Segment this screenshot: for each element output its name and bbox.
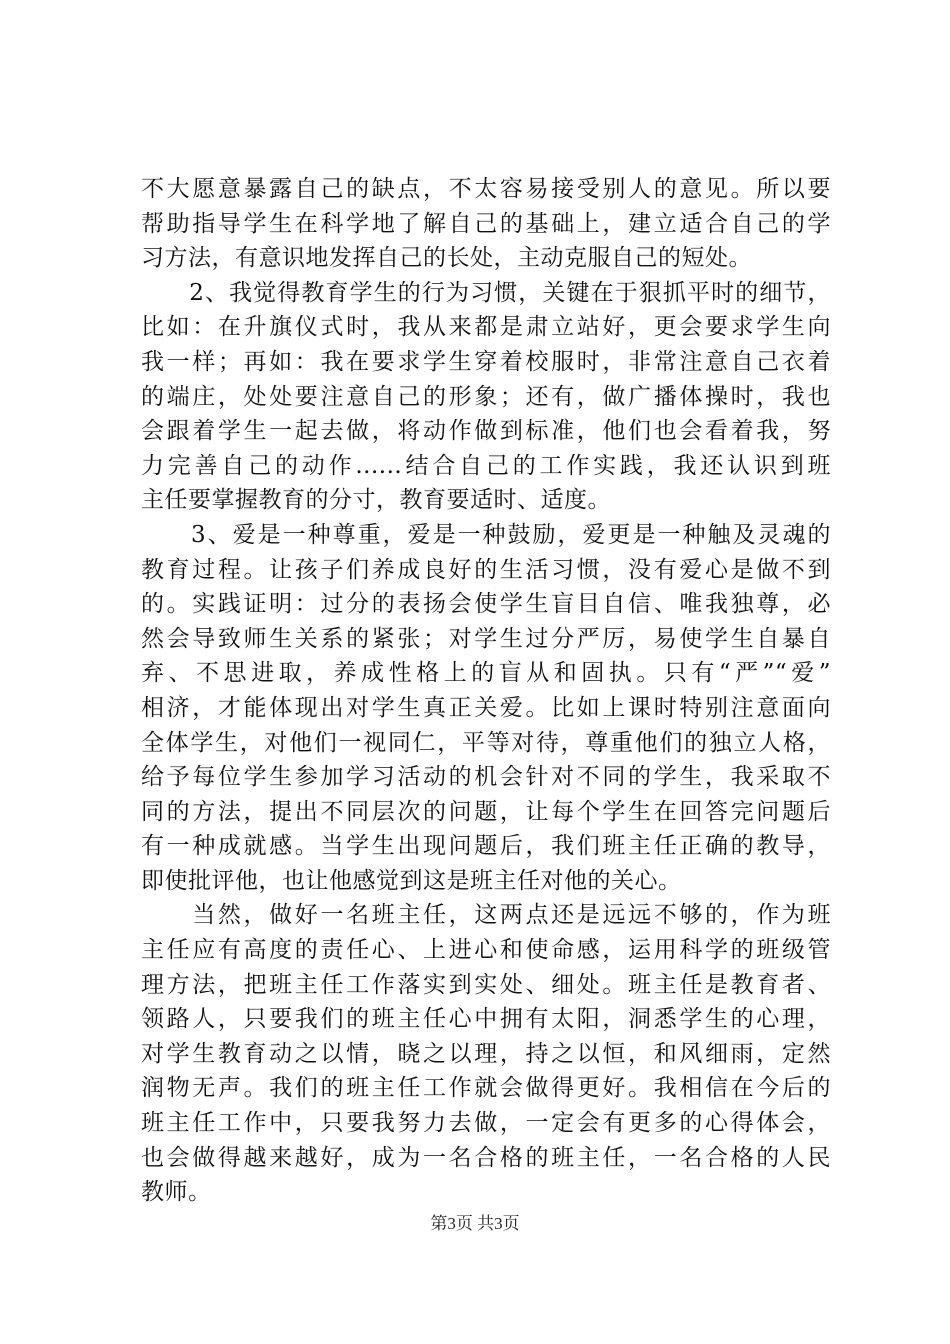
text-line: 习方法，有意识地发挥自己的长处，主动克服自己的短处。: [141, 245, 752, 272]
page-number: 第3页 共3页: [430, 1214, 520, 1233]
text-line: 班主任工作中，只要我努力去做，一定会有更多的心得体会，: [141, 1110, 831, 1137]
text-line: 全体学生，对他们一视同仁，平等对待，尊重他们的独立人格，: [141, 729, 831, 756]
text-line: 不大愿意暴露自己的缺点，不太容易接受别人的意见。所以要: [141, 176, 831, 202]
text-line: 给予每位学生参加学习活动的机会针对不同的学生，我采取不: [141, 764, 831, 791]
text-line: 教师。: [141, 1179, 212, 1206]
text-line: 也会做得越来越好，成为一名合格的班主任，一名合格的人民: [141, 1144, 831, 1171]
text-line: 相济，才能体现出对学生真正关爱。比如上课时特别注意面向: [141, 694, 831, 721]
text-line: 理方法，把班主任工作落实到实处、细处。班主任是教育者、: [141, 971, 831, 998]
text-line: 的端庄，处处要注意自己的形象；还有，做广播体操时，我也: [141, 383, 831, 410]
text-line: 2、我觉得教育学生的行为习惯，关键在于狠抓平时的细节，: [141, 279, 831, 306]
text-line: 润物无声。我们的班主任工作就会做得更好。我相信在今后的: [141, 1075, 831, 1102]
text-line: 对学生教育动之以情，晓之以理，持之以恒，和风细雨，定然: [141, 1040, 831, 1067]
document-body: [141, 172, 831, 1210]
text-line: 同的方法，提出不同层次的问题，让每个学生在回答完问题后: [141, 798, 831, 825]
text-line: 主任应有高度的责任心、上进心和使命感，运用科学的班级管: [141, 937, 831, 964]
text-line: 力完善自己的动作......结合自己的工作实践，我还认识到班: [141, 452, 831, 479]
text-line: 3、爱是一种尊重，爱是一种鼓励，爱更是一种触及灵魂的: [141, 521, 831, 548]
text-line: 弃、不思进取，养成性格上的盲从和固执。只有“严”“爱”: [141, 660, 831, 687]
text-line: 然会导致师生关系的紧张；对学生过分严厉，易使学生自暴自: [141, 625, 831, 652]
text-line: 即使批评他，也让他感觉到这是班主任对他的关心。: [141, 867, 682, 894]
text-line: 会跟着学生一起去做，将动作做到标准，他们也会看着我，努: [141, 418, 831, 445]
text-line: 的。实践证明：过分的表扬会使学生盲目自信、唯我独尊，必: [141, 591, 831, 618]
text-line: 有一种成就感。当学生出现问题后，我们班主任正确的教导，: [141, 833, 831, 860]
text-line: 当然，做好一名班主任，这两点还是远远不够的，作为班: [141, 902, 831, 929]
text-line: 领路人，只要我们的班主任心中拥有太阳，洞悉学生的心理，: [141, 1006, 831, 1033]
text-line: 比如：在升旗仪式时，我从来都是肃立站好，更会要求学生向: [141, 314, 831, 341]
text-line: 我一样；再如：我在要求学生穿着校服时，非常注意自己衣着: [141, 348, 831, 375]
text-line: 教育过程。让孩子们养成良好的生活习惯，没有爱心是做不到: [141, 556, 831, 583]
text-line: 帮助指导学生在科学地了解自己的基础上，建立适合自己的学: [141, 210, 831, 237]
text-line: 主任要掌握教育的分寸，教育要适时、适度。: [141, 487, 611, 514]
